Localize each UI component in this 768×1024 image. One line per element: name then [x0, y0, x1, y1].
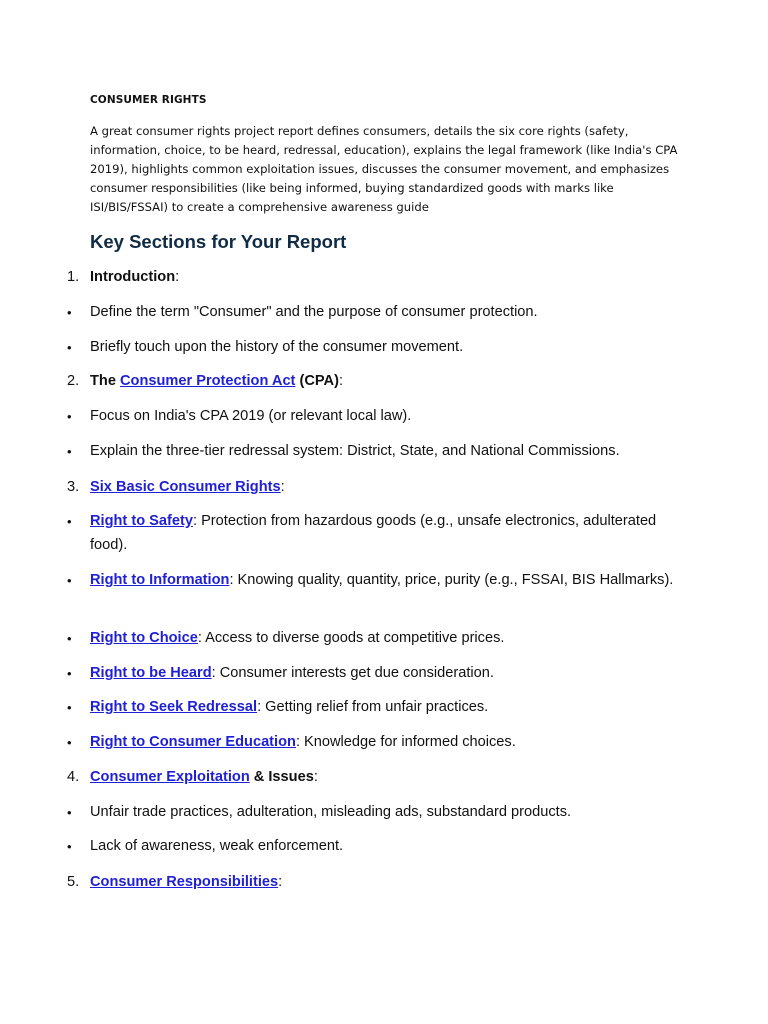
right-to-safety-link[interactable]: Right to Safety — [90, 513, 193, 529]
right-to-be-heard-link[interactable]: Right to be Heard — [90, 665, 212, 681]
list-number: 2. — [67, 373, 80, 389]
bullet-item-right-choice — [67, 627, 690, 651]
bullet-icon: • — [67, 700, 72, 715]
bullet-text: Explain the three-tier redressal system: District, State, and National Commissions. — [90, 443, 620, 459]
consumer-responsibilities-link[interactable]: Consumer Responsibilities — [90, 874, 279, 890]
right-to-choice-link[interactable]: Right to Choice — [90, 630, 198, 646]
bullet-icon: • — [67, 839, 72, 854]
bullet-item-right-redressal — [67, 696, 690, 720]
bullet-text: Unfair trade practices, adulteration, misleading ads, substandard products. — [90, 804, 572, 820]
bullet-text: Focus on India's CPA 2019 (or relevant local law). — [90, 408, 412, 424]
bullet-item-right-heard — [67, 662, 690, 686]
bullet-icon: • — [67, 805, 72, 820]
intro-paragraph: A great consumer rights project report defines consumers, details the six core rights (safety, information, choice, to be heard, redressal, education), explains the legal framework (like India's CPA 2019), highlights common exploitation issues, discusses the consumer movement, and emphasizes consumer responsibilities (like being informed, buying standardized goods with marks like ISI/BIS/FSSAI) to create a comprehensive awareness guide — [90, 124, 678, 214]
bullet-icon: • — [67, 666, 72, 681]
list-item-rights — [67, 476, 690, 500]
exploitation-suffix: & Issues — [249, 769, 314, 785]
list-item-introduction — [67, 266, 690, 290]
list-item-cpa — [67, 370, 690, 394]
bullet-text: : Knowledge for informed choices. — [295, 734, 516, 750]
bullet-text: : Getting relief from unfair practices. — [257, 699, 489, 715]
section-heading: Key Sections for Your Report — [90, 231, 347, 252]
bullet-icon: • — [67, 735, 72, 750]
document-title: CONSUMER RIGHTS — [90, 94, 207, 106]
bullet-item — [67, 301, 690, 325]
bullet-item — [67, 405, 690, 429]
bullet-icon: • — [67, 573, 72, 588]
bullet-text: : Consumer interests get due consideration. — [211, 665, 494, 681]
bullet-item-right-information — [67, 569, 690, 593]
bullet-text: : Access to diverse goods at competitive prices. — [197, 630, 505, 646]
list-number: 4. — [67, 769, 80, 785]
cpa-prefix: The — [90, 373, 120, 389]
list-number: 1. — [67, 269, 80, 285]
bullet-text: Lack of awareness, weak enforcement. — [90, 838, 344, 854]
bullet-item-right-safety — [67, 510, 690, 557]
list-number: 3. — [67, 479, 80, 495]
bullet-text: Briefly touch upon the history of the consumer movement. — [90, 339, 464, 355]
bullet-item — [67, 835, 690, 859]
bullet-text: : Knowing quality, quantity, price, purity (e.g., FSSAI, BIS Hallmarks). — [229, 572, 674, 588]
bullet-item — [67, 440, 690, 464]
cpa-suffix: (CPA) — [295, 373, 339, 389]
bullet-item — [67, 801, 690, 825]
colon: : — [313, 769, 318, 785]
bullet-icon: • — [67, 409, 72, 424]
bullet-text: : Protection from hazardous goods (e.g., unsafe electronics, adulterated food). — [90, 513, 657, 553]
six-basic-rights-link[interactable]: Six Basic Consumer Rights — [90, 479, 281, 495]
bullet-text: Define the term "Consumer" and the purpose of consumer protection. — [90, 304, 538, 320]
colon: : — [338, 373, 343, 389]
bullet-icon: • — [67, 444, 72, 459]
bullet-icon: • — [67, 340, 72, 355]
colon: : — [278, 874, 283, 890]
colon: : — [280, 479, 285, 495]
colon: : — [175, 269, 180, 285]
bullet-item-right-education — [67, 731, 690, 755]
right-to-seek-redressal-link[interactable]: Right to Seek Redressal — [90, 699, 258, 715]
bullet-icon: • — [67, 631, 72, 646]
consumer-protection-act-link[interactable]: Consumer Protection Act — [120, 373, 296, 389]
bullet-icon: • — [67, 514, 72, 529]
bullet-icon: • — [67, 305, 72, 320]
bullet-item — [67, 336, 690, 360]
right-to-information-link[interactable]: Right to Information — [90, 572, 230, 588]
right-to-consumer-education-link[interactable]: Right to Consumer Education — [90, 734, 296, 750]
introduction-label: Introduction — [90, 269, 176, 285]
list-number: 5. — [67, 874, 80, 890]
consumer-exploitation-link[interactable]: Consumer Exploitation — [90, 769, 250, 785]
list-item-responsibilities — [67, 871, 690, 895]
list-item-exploitation — [67, 766, 690, 790]
